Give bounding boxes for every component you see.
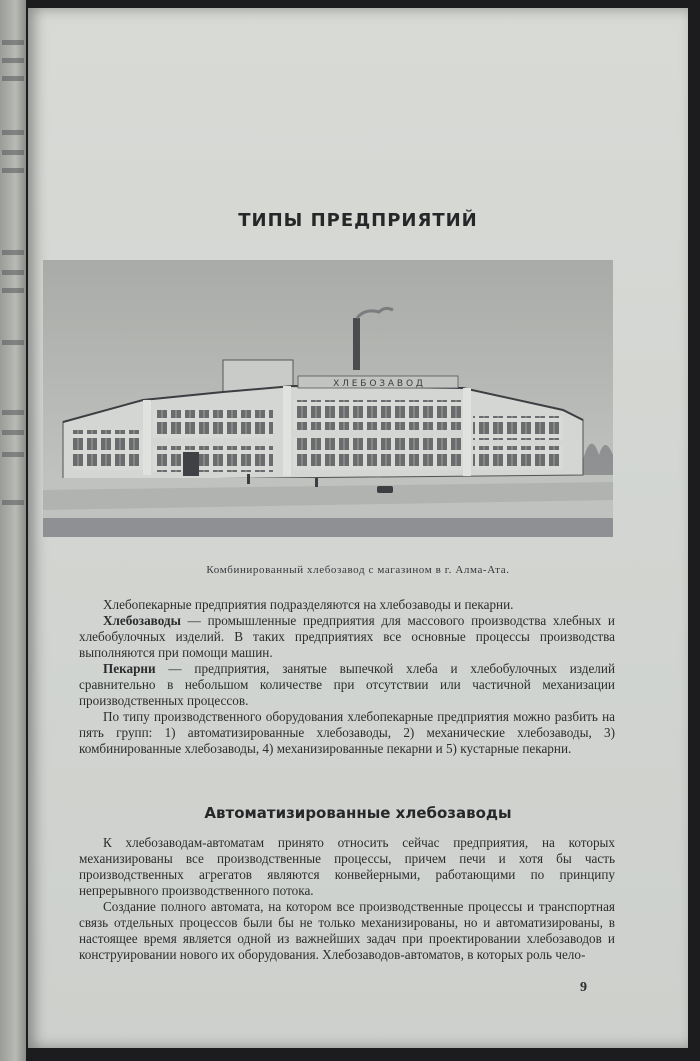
term-pekarni: Пекарни: [103, 661, 156, 676]
intro-paragraph: Хлебопекарные предприятия подразделяются на хлебозаводы и пекарни.: [103, 597, 514, 612]
bakery-building-illustration: [43, 260, 613, 537]
section-title: ТИПЫ ПРЕДПРИЯТИЙ: [238, 210, 478, 231]
body-paragraph: Создание полного автомата, на котором все производственные процессы и транспортная связь отдельных процессов были бы не только механизированы, но и автоматизированы, в настоящее время является одной из важнейших задач при проектировании хлебозаводов и конструировании нового их оборудования. Хлебозаводов-автоматов, в которых роль чело-: [79, 899, 615, 962]
facing-page-edge: [0, 0, 26, 1061]
book-page: [28, 8, 688, 1048]
factory-photo: [43, 260, 613, 537]
photo-caption: Комбинированный хлебозавод с магазином в г. Алма-Ата.: [206, 564, 510, 576]
definition-pekarni: Пекарни — предприятия, занятые выпечкой хлеба и хлебобулочных изделий сравнительно в небольшом количестве при отсутствии или частичной механизации производственных процессов.: [79, 661, 615, 708]
classification-paragraph: По типу производственного оборудования хлебопекарные предприятия можно разбить на пять групп: 1) автоматизированные хлебозаводы, 2) механические хлебозаводы, 3) комбинированные хлебозаводы, 4) механизированные пекарни и 5) кустарные пекарни.: [79, 709, 615, 756]
subsection-title: Автоматизированные хлебозаводы: [204, 804, 512, 822]
body-text: [79, 835, 615, 963]
intro-text: [79, 597, 615, 757]
body-paragraph: К хлебозаводам-автоматам принято относить сейчас предприятия, на которых механизированы все производственные процессы, причем печи и хотя бы часть производственных агрегатов являются конвейерными, работающими по принципу непрерывного производственного потока.: [79, 835, 615, 898]
definition-breadzavody: Хлебозаводы — промышленные предприятия для массового производства хлебных и хлебобулочных изделий. В таких предприятиях все основные процессы производства выполняются при помощи машин.: [79, 613, 615, 660]
term-breadzavody: Хлебозаводы: [103, 613, 181, 628]
building-sign-text: Х Л Е Б О З А В О Д: [333, 379, 423, 389]
page-number: 9: [580, 980, 587, 995]
